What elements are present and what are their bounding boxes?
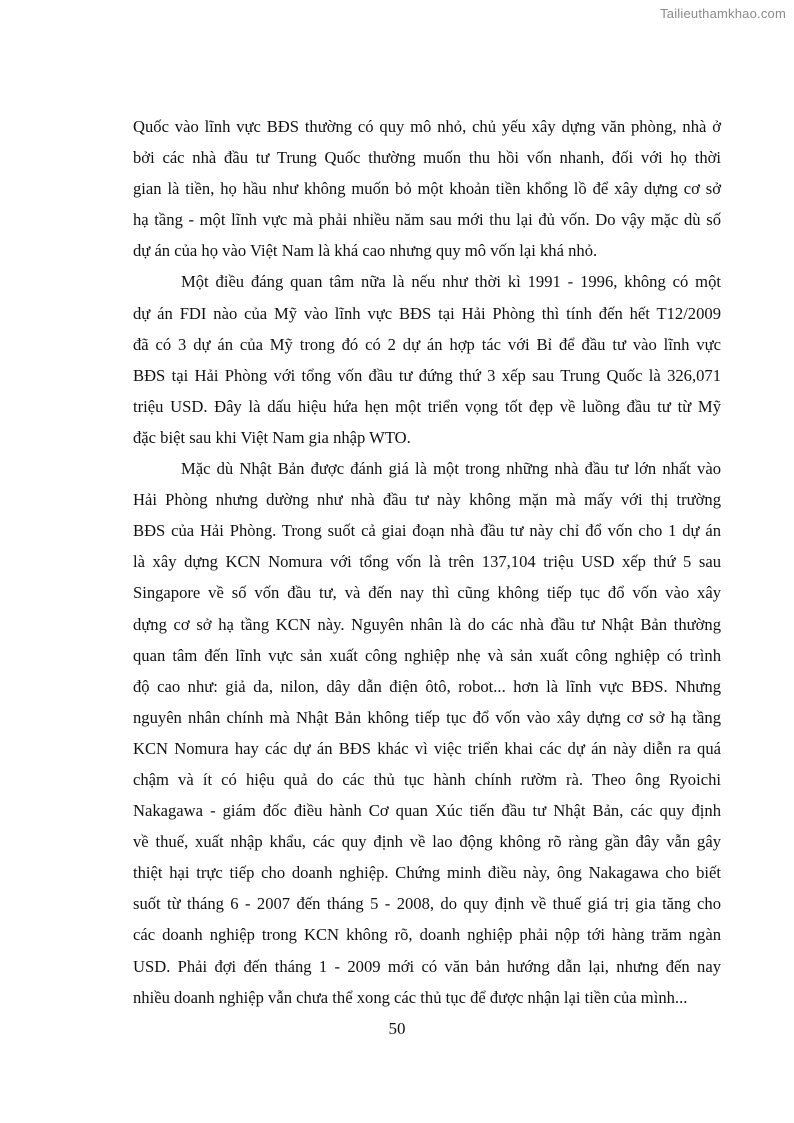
paragraph-chinese-investors xyxy=(133,111,721,266)
paragraph-line: bởi các nhà đầu tư Trung Quốc thường muốn thu hồi vốn nhanh, đối với họ thời xyxy=(133,148,721,168)
paragraph-line: là xây dựng KCN Nomura với tổng vốn là trên 137,104 triệu USD xếp thứ 5 sau xyxy=(133,552,721,572)
paragraph-line: BĐS của Hải Phòng. Trong suốt cả giai đoạn nhà đầu tư này chỉ đổ vốn cho 1 dự án xyxy=(133,521,721,541)
paragraph-line: Mặc dù Nhật Bản được đánh giá là một trong những nhà đầu tư lớn nhất vào xyxy=(181,459,721,479)
paragraph-line: Hải Phòng nhưng dường như nhà đầu tư này không mặn mà mấy với thị trường xyxy=(133,490,721,510)
paragraph-line: dựng cơ sở hạ tầng KCN này. Nguyên nhân là do các nhà đầu tư Nhật Bản thường xyxy=(133,614,721,634)
paragraph-line: Singapore về số vốn đầu tư, và đến nay thì cũng không tiếp tục đổ vốn vào xây xyxy=(133,583,721,603)
page-number: 50 xyxy=(388,1019,406,1038)
paragraph-line: quan tâm đến lĩnh vực sản xuất công nghiệp nhẹ và sản xuất công nghiệp có trình xyxy=(133,645,721,665)
paragraph-line: đặc biệt sau khi Việt Nam gia nhập WTO. xyxy=(133,427,411,447)
paragraph-line: Nakagawa - giám đốc điều hành Cơ quan Xúc tiến đầu tư Nhật Bản, các quy định xyxy=(133,801,721,821)
paragraph-line: dự án của họ vào Việt Nam là khá cao nhưng quy mô vốn lại khá nhỏ. xyxy=(133,241,598,261)
document-body xyxy=(133,111,721,1013)
paragraph-line: thiệt hại trực tiếp cho doanh nghiệp. Chứng minh điều này, ông Nakagawa cho biết xyxy=(133,863,721,883)
paragraph-us-investors xyxy=(133,266,721,453)
paragraph-line: triệu USD. Đây là dấu hiệu hứa hẹn một triển vọng tốt đẹp về luồng đầu tư từ Mỹ xyxy=(133,396,721,416)
paragraph-line: Quốc vào lĩnh vực BĐS thường có quy mô nhỏ, chủ yếu xây dựng văn phòng, nhà ở xyxy=(133,117,721,136)
paragraph-line: chậm và ít có hiệu quả do các thủ tục hành chính rườm rà. Theo ông Ryoichi xyxy=(133,769,721,789)
paragraph-line: USD. Phải đợi đến tháng 1 - 2009 mới có văn bản hướng dẫn lại, nhưng đến nay xyxy=(133,956,721,976)
paragraph-line: nguyên nhân chính mà Nhật Bản không tiếp tục đổ vốn vào xây dựng cơ sở hạ tầng xyxy=(133,707,721,727)
paragraph-line: Một điều đáng quan tâm nữa là nếu như thời kì 1991 - 1996, không có một xyxy=(181,272,721,292)
watermark-text: Tailieuthamkhao.com xyxy=(660,6,786,21)
paragraph-line: suốt từ tháng 6 - 2007 đến tháng 5 - 2008, do quy định về thuế giá trị gia tăng cho xyxy=(133,894,721,914)
paragraph-line: hạ tầng - một lĩnh vực mà phải nhiều năm sau mới thu lại đủ vốn. Do vậy mặc dù số xyxy=(133,210,721,230)
paragraph-line: các doanh nghiệp trong KCN không rõ, doanh nghiệp phải nộp tới hàng trăm ngàn xyxy=(133,925,721,945)
paragraph-line: dự án FDI nào của Mỹ vào lĩnh vực BĐS tại Hải Phòng thì tính đến hết T12/2009 xyxy=(133,303,721,323)
paragraph-line: gian là tiền, họ hầu như không muốn bỏ một khoản tiền khổng lồ để xây dựng cơ sở xyxy=(133,179,721,199)
paragraph-japanese-investors xyxy=(133,453,721,1013)
paragraph-line: BĐS tại Hải Phòng với tổng vốn đầu tư đứng thứ 3 xếp sau Trung Quốc là 326,071 xyxy=(133,365,721,385)
paragraph-line: nhiều doanh nghiệp vẫn chưa thể xong các thủ tục để được nhận lại tiền của mình... xyxy=(133,987,688,1007)
paragraph-line: về thuế, xuất nhập khẩu, các quy định về lao động không rõ ràng gần đây vẫn gây xyxy=(133,832,721,852)
paragraph-line: đã có 3 dự án của Mỹ trong đó có 2 dự án hợp tác với Bỉ để đầu tư vào lĩnh vực xyxy=(133,334,721,354)
paragraph-line: độ cao như: giả da, nilon, dây dẫn điện ôtô, robot... hơn là lĩnh vực BĐS. Nhưng xyxy=(133,676,721,696)
paragraph-line: KCN Nomura hay các dự án BĐS khác vì việc triển khai các dự án này diễn ra quá xyxy=(133,738,721,758)
